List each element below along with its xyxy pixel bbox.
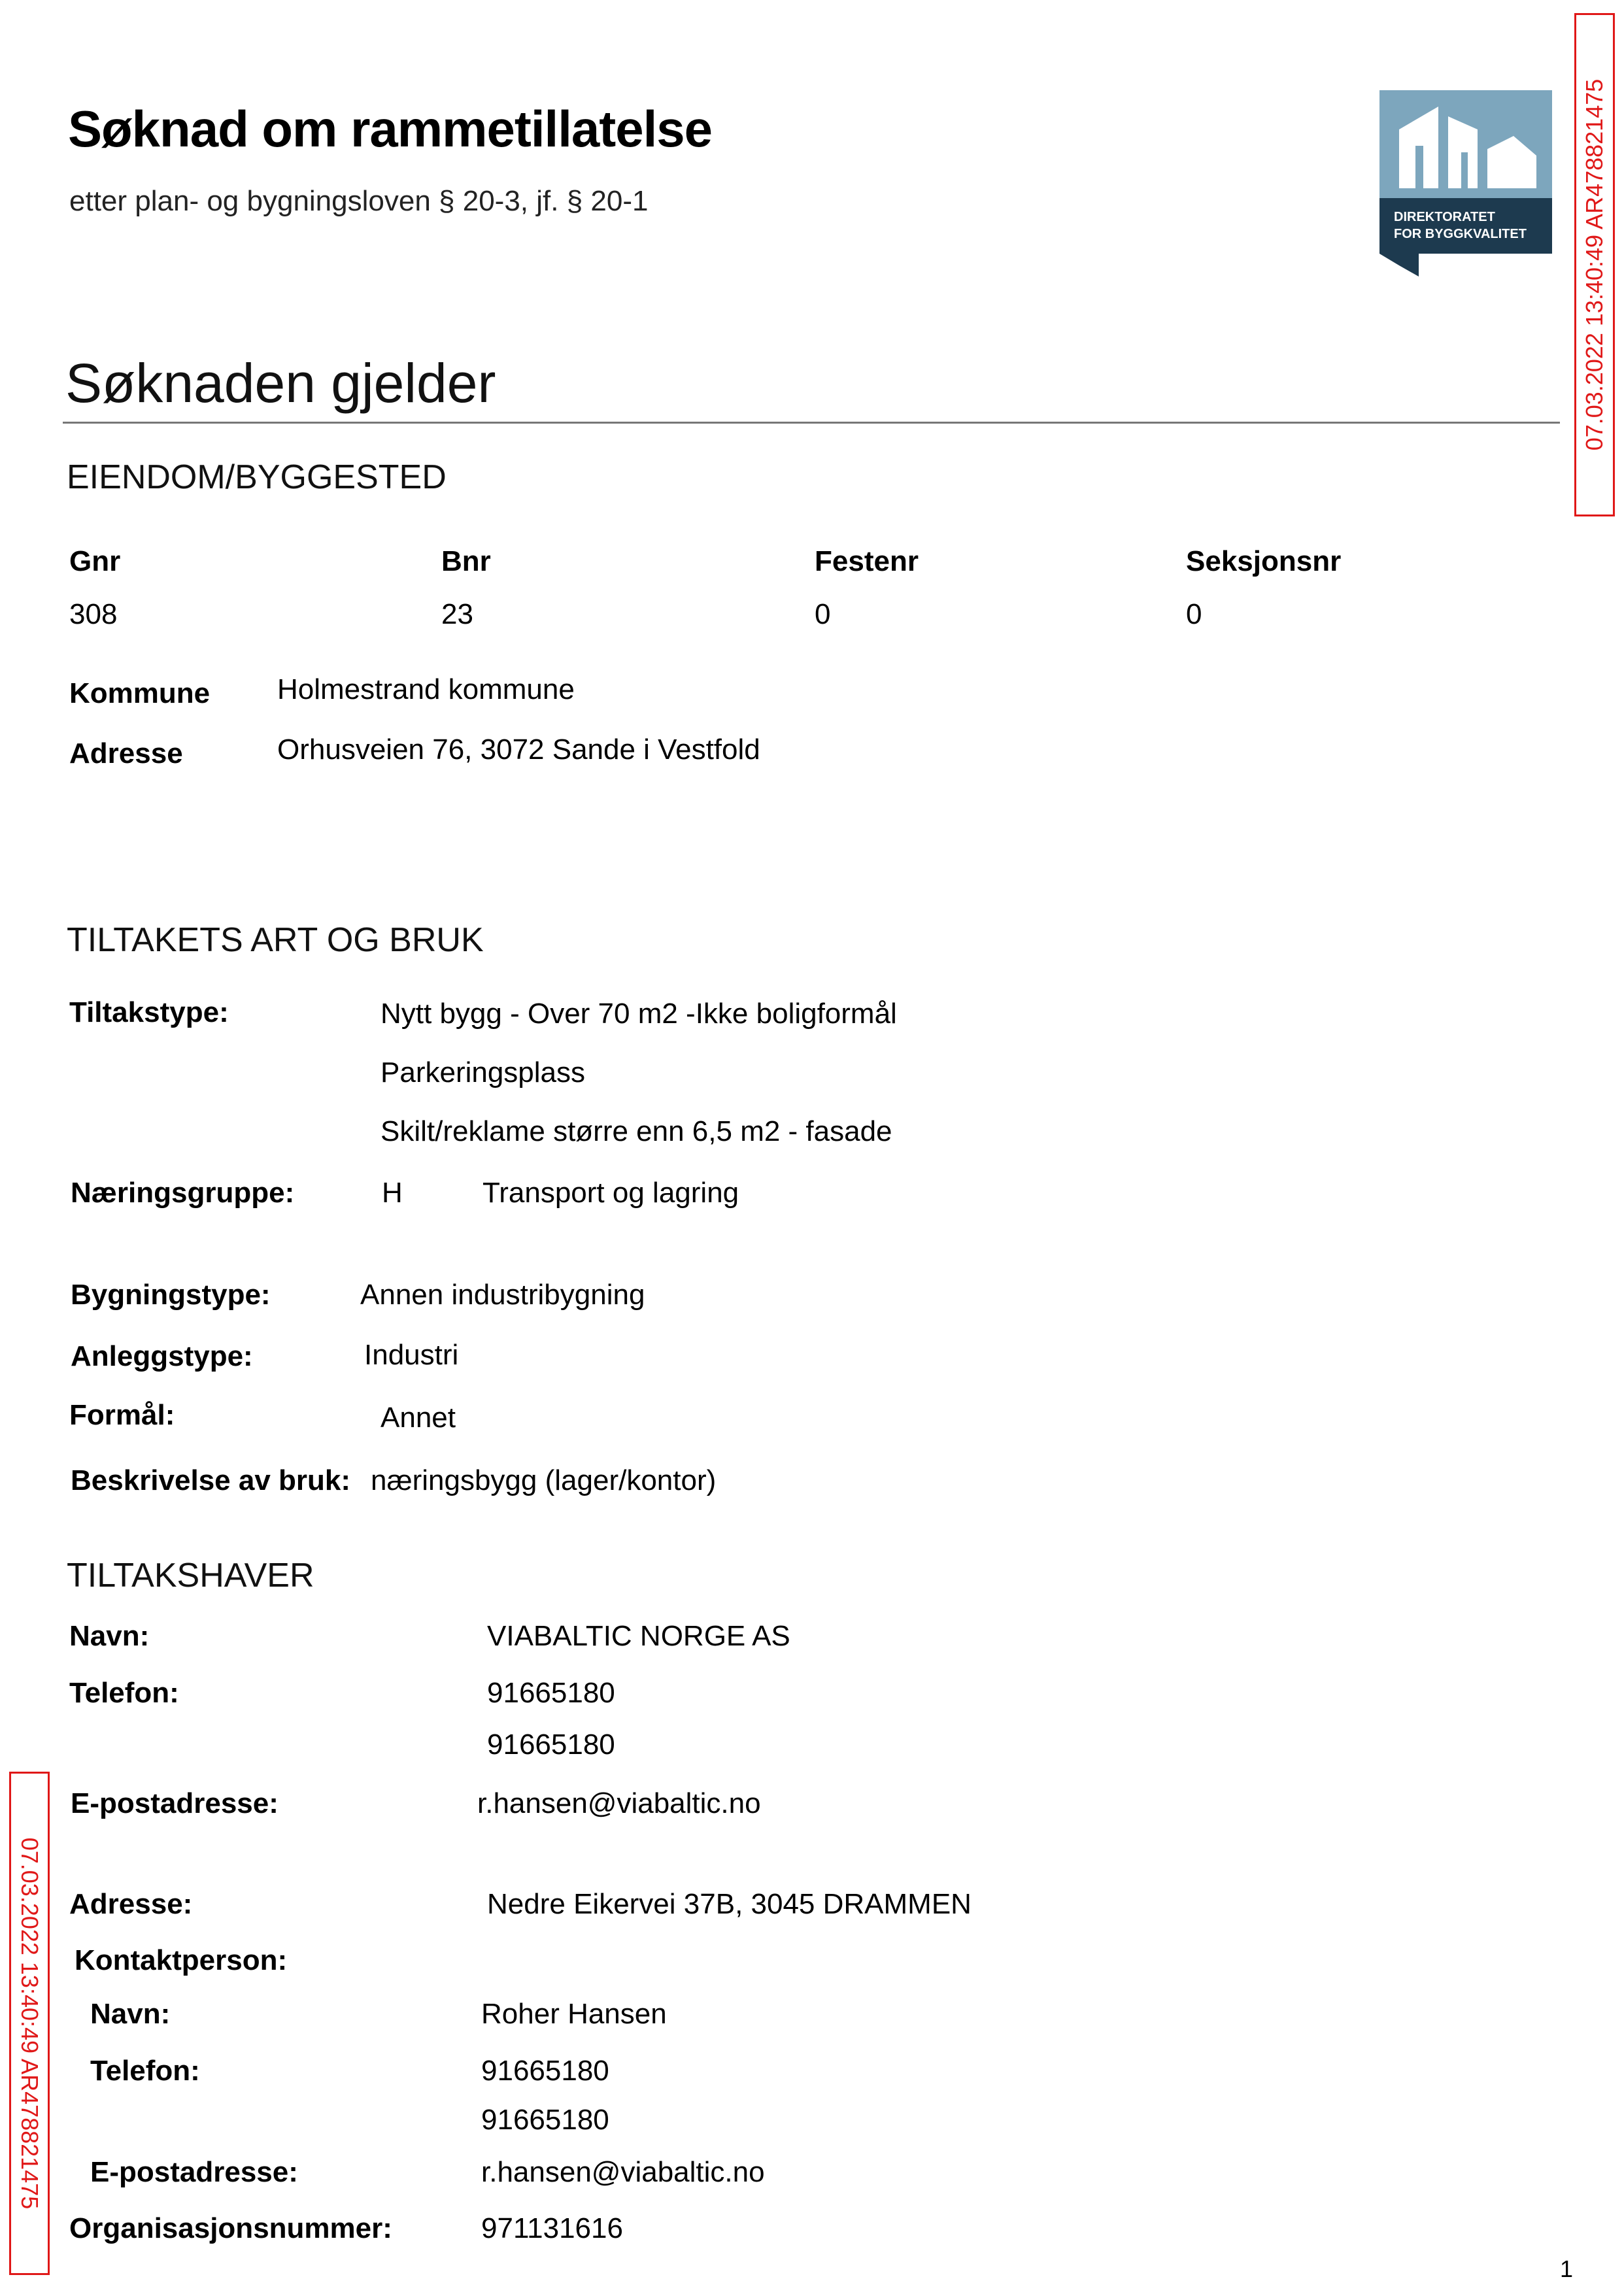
kontakt-telefon-label: Telefon: bbox=[90, 2055, 200, 2087]
tiltakshaver-telefon-value-1: 91665180 bbox=[487, 1677, 615, 1709]
tiltakstype-value-2: Parkeringsplass bbox=[381, 1056, 586, 1088]
kontaktperson-label: Kontaktperson: bbox=[75, 1944, 288, 1976]
tiltakshaver-navn-value: VIABALTIC NORGE AS bbox=[487, 1620, 790, 1652]
tiltakstype-value-3: Skilt/reklame større enn 6,5 m2 - fasade bbox=[381, 1115, 892, 1147]
tiltak-heading: TILTAKETS ART OG BRUK bbox=[67, 921, 484, 959]
bygningstype-label: Bygningstype: bbox=[71, 1279, 271, 1311]
seksjonsnr-value: 0 bbox=[1186, 598, 1202, 630]
festenr-value: 0 bbox=[815, 598, 831, 630]
naeringsgruppe-value: Transport og lagring bbox=[482, 1177, 739, 1209]
receipt-stamp-bottom: 07.03.2022 13:40:49 AR478821475 bbox=[9, 1772, 50, 2275]
anleggstype-value: Industri bbox=[364, 1339, 459, 1371]
beskrivelse-value: næringsbygg (lager/kontor) bbox=[371, 1464, 717, 1496]
beskrivelse-label: Beskrivelse av bruk: bbox=[71, 1464, 351, 1496]
kommune-value: Holmestrand kommune bbox=[277, 673, 575, 705]
gnr-value: 308 bbox=[69, 598, 118, 630]
page-number: 1 bbox=[1560, 2255, 1574, 2282]
tiltakstype-value-1: Nytt bygg - Over 70 m2 -Ikke boligformål bbox=[381, 998, 897, 1030]
bygningstype-value: Annen industribygning bbox=[360, 1279, 645, 1311]
bnr-value: 23 bbox=[441, 598, 473, 630]
naeringsgruppe-code: H bbox=[382, 1177, 403, 1209]
kontakt-navn-label: Navn: bbox=[90, 1998, 171, 2030]
kommune-label: Kommune bbox=[69, 677, 211, 709]
tiltakstype-label: Tiltakstype: bbox=[69, 996, 229, 1028]
anleggstype-label: Anleggstype: bbox=[71, 1340, 253, 1372]
document-title: Søknad om rammetillatelse bbox=[68, 100, 713, 158]
adresse-label: Adresse bbox=[69, 737, 183, 769]
formal-label: Formål: bbox=[69, 1399, 175, 1431]
festenr-label: Festenr bbox=[815, 545, 919, 577]
receipt-stamp-top: 07.03.2022 13:40:49 AR478821475 bbox=[1574, 13, 1615, 516]
naeringsgruppe-label: Næringsgruppe: bbox=[71, 1177, 295, 1209]
kontakt-telefon-value-2: 91665180 bbox=[481, 2104, 609, 2136]
adresse-value: Orhusveien 76, 3072 Sande i Vestfold bbox=[277, 734, 760, 766]
document-subtitle: etter plan- og bygningsloven § 20-3, jf. § 20-1 bbox=[69, 185, 649, 217]
bnr-label: Bnr bbox=[441, 545, 491, 577]
dibk-logo bbox=[1379, 90, 1552, 283]
gnr-label: Gnr bbox=[69, 545, 121, 577]
tiltakshaver-navn-label: Navn: bbox=[69, 1620, 150, 1652]
orgnr-label: Organisasjonsnummer: bbox=[69, 2212, 392, 2244]
eiendom-heading: EIENDOM/BYGGESTED bbox=[67, 458, 447, 496]
tiltakshaver-epost-value: r.hansen@viabaltic.no bbox=[477, 1787, 761, 1819]
tiltakshaver-telefon-label: Telefon: bbox=[69, 1677, 179, 1709]
formal-value: Annet bbox=[381, 1402, 456, 1434]
orgnr-value: 971131616 bbox=[481, 2212, 623, 2244]
tiltakshaver-adresse-label: Adresse: bbox=[69, 1888, 193, 1920]
kontakt-epost-label: E-postadresse: bbox=[90, 2156, 298, 2188]
svg-text:DIREKTORATET: DIREKTORATET bbox=[1394, 210, 1495, 224]
svg-text:FOR BYGGKVALITET: FOR BYGGKVALITET bbox=[1394, 227, 1527, 241]
tiltakshaver-adresse-value: Nedre Eikervei 37B, 3045 DRAMMEN bbox=[487, 1888, 972, 1920]
tiltakshaver-telefon-value-2: 91665180 bbox=[487, 1729, 615, 1761]
section-title: Søknaden gjelder bbox=[65, 352, 496, 414]
kontakt-epost-value: r.hansen@viabaltic.no bbox=[481, 2156, 765, 2188]
kontakt-navn-value: Roher Hansen bbox=[481, 1998, 667, 2030]
section-divider bbox=[63, 422, 1560, 424]
seksjonsnr-label: Seksjonsnr bbox=[1186, 545, 1342, 577]
tiltakshaver-heading: TILTAKSHAVER bbox=[67, 1557, 314, 1594]
kontakt-telefon-value-1: 91665180 bbox=[481, 2055, 609, 2087]
tiltakshaver-epost-label: E-postadresse: bbox=[71, 1787, 279, 1819]
